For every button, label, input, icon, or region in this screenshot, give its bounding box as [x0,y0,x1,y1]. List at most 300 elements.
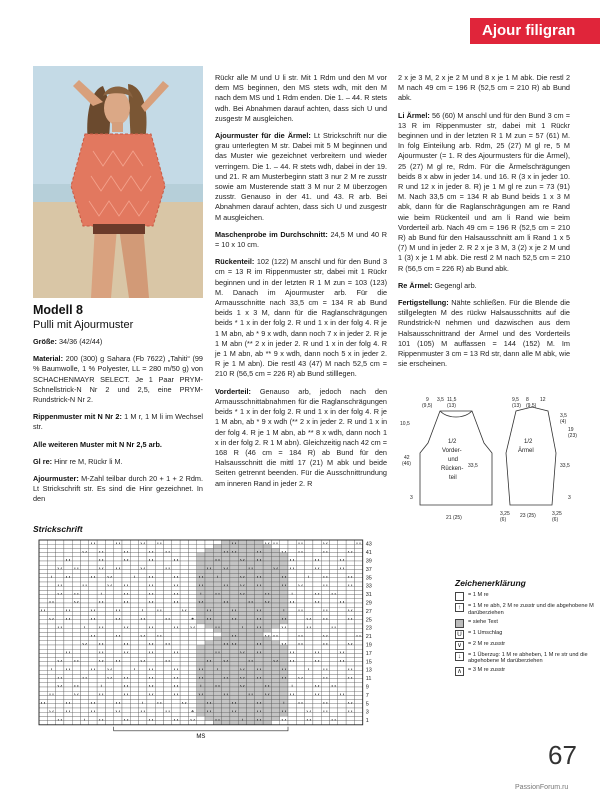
chart-cell [263,574,271,578]
chart-cell [139,548,147,552]
chart-cell [222,637,230,641]
legend-symbol: ∧ [455,667,464,676]
chart-cell [321,658,329,662]
chart-cell [114,582,122,586]
chart-cell [39,561,47,565]
chart-cell [330,637,338,641]
chart-cell [180,712,188,716]
chart-cell [130,553,138,557]
chart-cell [238,691,246,695]
chart-cell [197,540,205,544]
legend-item [455,630,595,639]
chart-cell [180,679,188,683]
chart-cell [47,704,55,708]
chart-cell [313,620,321,624]
chart-cell [172,637,180,641]
chart-cell [64,553,72,557]
chart-cell [122,658,130,662]
chart-cell [72,687,80,691]
chart-cell [346,691,354,695]
m-s-top-3: 12 [540,397,546,403]
chart-cell [197,687,205,691]
chart-cell [330,708,338,712]
chart-cell [56,574,64,578]
chart-cell [346,695,354,699]
chart-cell [180,653,188,657]
col3-paragraph-3 [398,281,570,291]
chart-cell [180,544,188,548]
chart-cell [255,721,263,725]
chart-cell [97,586,105,590]
chart-cell [155,582,163,586]
model-title: Modell 8 [33,303,84,317]
chart-cell [114,603,122,607]
chart-cell [321,716,329,720]
chart-cell [97,544,105,548]
chart-cell [280,540,288,544]
chart-cell [39,674,47,678]
chart-cell [72,700,80,704]
chart-cell [288,662,296,666]
chart-cell [39,683,47,687]
chart-cell [280,544,288,548]
chart-cell [205,687,213,691]
chart-cell [114,695,122,699]
chart-cell [238,595,246,599]
chart-cell [213,548,221,552]
chart-cell [72,653,80,657]
chart-cell [205,691,213,695]
chart-cell [296,586,304,590]
chart-cell [263,704,271,708]
chart-cell [122,544,130,548]
chart-cell [222,683,230,687]
chart-cell [47,540,55,544]
chart-cell [330,611,338,615]
chart-cell [56,691,64,695]
chart-cell [263,700,271,704]
chart-cell [105,578,113,582]
chart-cell [313,540,321,544]
chart-cell [147,578,155,582]
chart-cell [321,691,329,695]
chart-cell [147,553,155,557]
chart-cell [180,599,188,603]
chart-cell [330,645,338,649]
chart-cell [139,721,147,725]
chart-cell [56,595,64,599]
chart-cell [313,574,321,578]
chart-cell [305,670,313,674]
chart-cell [39,649,47,653]
chart-cell [321,679,329,683]
chart-cell [230,721,238,725]
chart-cell [39,691,47,695]
chart-cell [180,586,188,590]
legend-symbol: ↓ [455,652,464,661]
chart-cell [197,624,205,628]
chart-cell [47,565,55,569]
chart-row-number: 15 [365,659,372,666]
chart-cell [197,544,205,548]
col2-label-4: Rückenteil: [215,257,255,267]
chart-cell [56,603,64,607]
chart-cell [247,561,255,565]
chart-cell [197,637,205,641]
chart-cell [139,679,147,683]
chart-cell [280,590,288,594]
chart-cell [56,561,64,565]
chart-cell [172,687,180,691]
chart-cell [330,599,338,603]
chart-cell [172,595,180,599]
chart-cell [64,674,72,678]
chart-cell [155,561,163,565]
chart-cell [330,721,338,725]
chart-cell [139,649,147,653]
chart-cell [180,716,188,720]
chart-cell [205,649,213,653]
chart-cell [180,670,188,674]
chart-cell [139,603,147,607]
chart-cell [89,599,97,603]
chart-cell [296,637,304,641]
chart-cell [139,687,147,691]
chart-row-number: 13 [365,667,372,674]
chart-cell [263,645,271,649]
chart-cell [305,607,313,611]
chart-cell [97,561,105,565]
chart-cell [172,641,180,645]
chart-cell [213,695,221,699]
chart-cell [280,704,288,708]
chart-cell [72,708,80,712]
chart-cell [197,548,205,552]
chart-cell [255,620,263,624]
chart-cell [97,687,105,691]
col3-label-2: Li Ärmel: [398,110,430,120]
chart-cell [230,712,238,716]
chart-cell [188,599,196,603]
chart-cell [147,611,155,615]
chart-cell [280,683,288,687]
chart-cell [321,553,329,557]
gl-value: Hinr re M, Rückr li M. [52,456,123,466]
chart-cell [230,595,238,599]
chart-cell [296,569,304,573]
chart-cell [313,569,321,573]
legend-text: = 1 M re [468,592,489,598]
chart-cell [205,590,213,594]
col3-text-3: Gegengl arb. [432,280,477,290]
chart-cell [321,695,329,699]
chart-cell [89,620,97,624]
chart-cell [139,544,147,548]
chart-cell [155,704,163,708]
m-bottom-1: 21 (25) [446,515,462,521]
chart-cell [247,632,255,636]
chart-cell [354,595,362,599]
chart-cell [238,628,246,632]
chart-cell [47,679,55,683]
chart-cell [155,670,163,674]
chart-cell [139,637,147,641]
chart-cell [230,716,238,720]
chart-cell [280,557,288,561]
chart-cell [354,708,362,712]
chart-cell [288,637,296,641]
chart-cell [64,624,72,628]
col3-text-2: 56 (60) M anschl und für den Bund 3 cm = 13 R im Rippenmuster str, dabei mit 1 Rückr beginnen und in der letzten R 1 M zun = 57 (61) M. In folg Einteilung arb. Rdm, 25 (27) M gl re, 5 M Ajourmuster (= 1. R des Ajourmusters für die Ärmel), 25 (27) M gl re, Rdm. Für die Ärmelschrägungen beids 8 x abw in jeder 14. und 16. R (3 x in jeder 10. R und 12 x in jeder 8. R) je 1 M gl re zun = 73 (91) M. Nach 33,5 cm = 134 R ab Bund beids 1 x 3 M abk, dann für die Raglanschrägungen am re Rand wie beim Rückenteil und am li Rand wie beim Vorderteil arb. Nach 49 cm = 196 R (52,5 cm = 210 R) ab Bund für den Halsausschnitt am li Rand 1 x 5 (7) M und in jeder 2. R 2 x je 3 M, 3 (2) x je 2 M und 1 (3) x je 1 M abk. Die restl 2 M nach 52,5 cm = 210 R (56,5 cm = 226 R) ab Bund abk. [398,110,570,273]
chart-cell [197,716,205,720]
chart-cell [139,683,147,687]
chart-cell [346,649,354,653]
chart-cell [238,645,246,649]
chart-cell [164,674,172,678]
chart-cell [89,578,97,582]
chart-cell [139,662,147,666]
chart-cell [81,628,89,632]
chart-cell [130,716,138,720]
chart-cell [188,561,196,565]
chart-cell [164,628,172,632]
chart-cell [164,653,172,657]
chart-cell [147,603,155,607]
chart-cell [39,611,47,615]
chart-cell [263,586,271,590]
chart-cell [321,662,329,666]
chart-cell [47,687,55,691]
chart-cell [172,586,180,590]
chart-cell [130,691,138,695]
model-photo [33,66,203,298]
body-label-4: Rücken- [441,466,464,472]
chart-cell [222,553,230,557]
chart-cell [105,632,113,636]
chart-cell [222,603,230,607]
chart-cell [155,603,163,607]
chart-cell [130,708,138,712]
chart-cell [288,574,296,578]
chart-cell [330,565,338,569]
chart-cell [296,595,304,599]
chart-cell [97,582,105,586]
chart-cell [222,649,230,653]
chart-cell [263,578,271,582]
chart-cell [205,666,213,670]
chart-cell [222,716,230,720]
chart-cell [271,645,279,649]
chart-cell [255,679,263,683]
chart-cell [197,632,205,636]
chart-cell [97,628,105,632]
chart-cell [280,653,288,657]
chart-cell [122,645,130,649]
chart-cell [271,557,279,561]
chart-cell [330,607,338,611]
chart-cell [114,683,122,687]
chart-cell [130,687,138,691]
m-s-top-1b: (13) [512,403,521,409]
chart-cell [155,544,163,548]
chart-cell [288,687,296,691]
chart-cell [180,687,188,691]
chart-cell [213,674,221,678]
chart-cell [205,645,213,649]
chart-cell [338,561,346,565]
chart-cell [247,674,255,678]
chart-cell [39,569,47,573]
chart-cell [305,704,313,708]
chart-cell [155,565,163,569]
chart-cell [263,603,271,607]
chart-row-number: 21 [365,634,372,641]
chart-cell [81,620,89,624]
chart-cell [263,721,271,725]
chart-cell [238,687,246,691]
chart-cell [72,611,80,615]
chart-cell [188,687,196,691]
chart-cell [114,637,122,641]
legend-text: = 1 Überzug: 1 M re abheben, 1 M re str und die abgehobene M darüberziehen [468,651,588,665]
chart-cell [255,595,263,599]
chart-cell [354,679,362,683]
legend-symbol: ∨ [455,641,464,650]
chart-cell [114,586,122,590]
chart-cell [130,637,138,641]
m-s-bottom-2: 23 (25) [520,513,536,519]
chart-cell [205,632,213,636]
chart-cell [197,628,205,632]
chart-cell [222,687,230,691]
chart-cell [155,548,163,552]
chart-cell [105,695,113,699]
chart-cell [222,666,230,670]
chart-cell [238,599,246,603]
chart-cell [130,632,138,636]
chart-cell [354,666,362,670]
chart-cell [197,565,205,569]
m-s-bottom-1: 3,25 [500,511,510,517]
chart-cell [238,708,246,712]
chart-cell [155,616,163,620]
chart-cell [330,674,338,678]
chart-cell [180,691,188,695]
chart-cell [164,544,172,548]
chart-cell [97,708,105,712]
chart-cell [114,553,122,557]
chart-cell [255,712,263,716]
column-3 [398,73,570,376]
chart-cell [122,595,130,599]
chart-cell [205,721,213,725]
chart-cell [354,620,362,624]
chart-cell [147,637,155,641]
chart-cell [230,687,238,691]
chart-cell [47,607,55,611]
chart-cell [155,574,163,578]
chart-cell [47,624,55,628]
chart-cell [338,628,346,632]
chart-cell [255,683,263,687]
chart-cell [238,607,246,611]
chart-cell [155,595,163,599]
chart-cell [247,574,255,578]
knitting-chart [33,536,393,756]
chart-cell [81,603,89,607]
legend-item [455,641,595,650]
chart-cell [271,708,279,712]
chart-cell [205,641,213,645]
chart-cell [39,548,47,552]
chart-cell [263,641,271,645]
chart-cell [213,561,221,565]
chart-cell [305,595,313,599]
chart-cell [89,658,97,662]
chart-cell [247,666,255,670]
chart-cell [247,624,255,628]
chart-cell [172,620,180,624]
chart-cell [180,582,188,586]
chart-cell [89,712,97,716]
chart-cell [188,553,196,557]
chart-cell [305,628,313,632]
chart-cell [105,565,113,569]
chart-cell [105,637,113,641]
chart-cell [122,574,130,578]
chart-cell [180,721,188,725]
chart-cell [81,574,89,578]
m-top-2: 3,5 [437,397,444,403]
chart-cell [97,632,105,636]
chart-cell [72,632,80,636]
chart-cell [238,653,246,657]
chart-cell [122,578,130,582]
chart-cell [89,649,97,653]
chart-cell [155,658,163,662]
chart-cell [222,540,230,544]
chart-cell [238,679,246,683]
chart-cell [305,683,313,687]
chart-cell [238,721,246,725]
chart-cell [288,721,296,725]
chart-cell [338,708,346,712]
chart-cell [247,607,255,611]
chart-cell [305,586,313,590]
chart-cell [81,565,89,569]
col2-text-3: 24,5 M und 40 R = 10 x 10 cm. [215,229,387,250]
chart-cell [354,574,362,578]
chart-cell [305,637,313,641]
chart-cell [89,582,97,586]
chart-cell [130,561,138,565]
chart-cell [89,565,97,569]
chart-cell [205,569,213,573]
size-value: 34/36 (42/44) [56,337,103,346]
chart-cell [338,641,346,645]
chart-cell [213,662,221,666]
chart-cell [180,611,188,615]
chart-cell [321,624,329,628]
m-side-2b: (46) [402,461,411,467]
chart-cell [238,695,246,699]
chart-cell [105,645,113,649]
chart-cell [230,662,238,666]
chart-cell [321,565,329,569]
chart-cell [288,561,296,565]
chart-cell [305,553,313,557]
chart-cell [271,574,279,578]
